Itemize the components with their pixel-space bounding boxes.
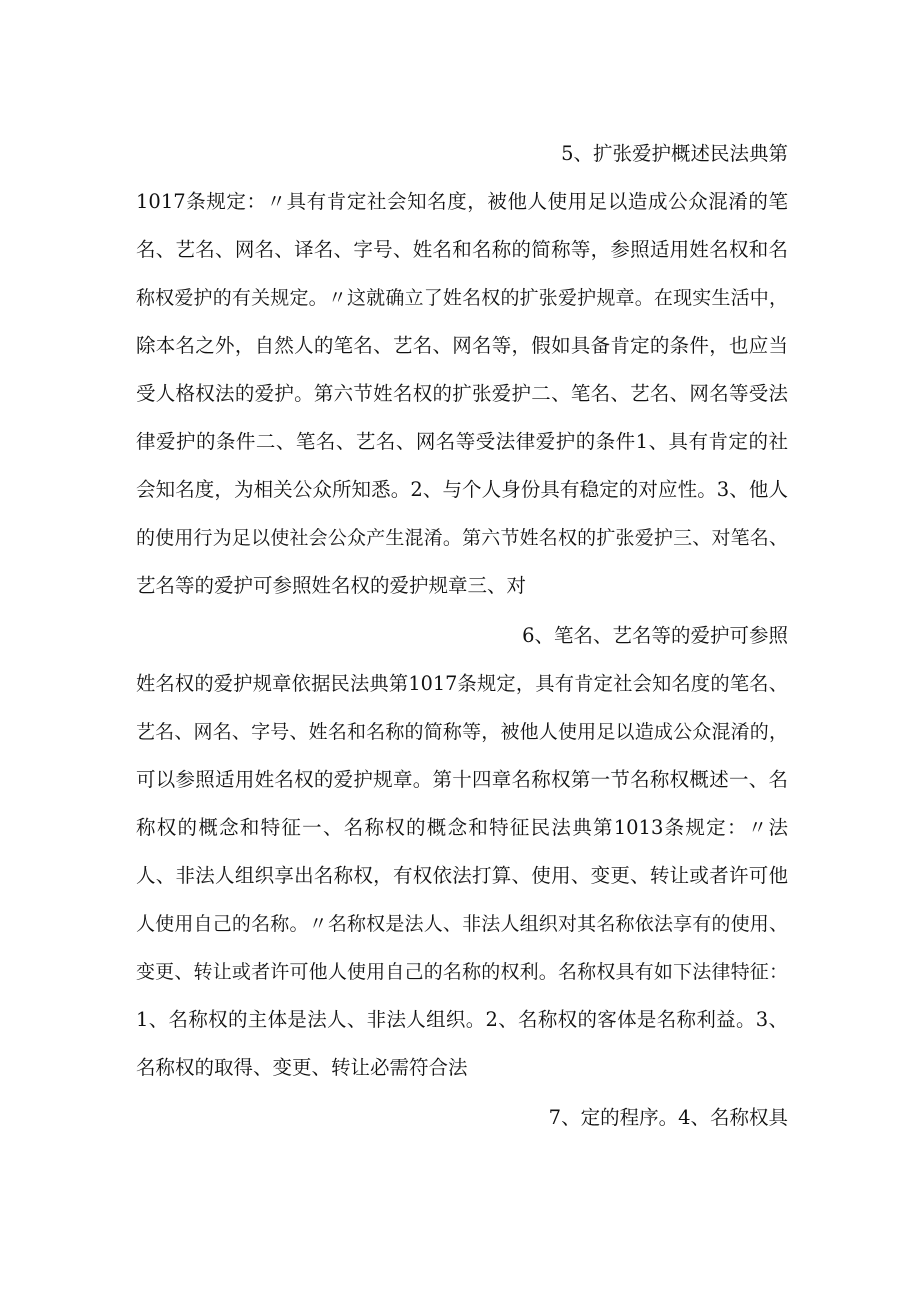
paragraph-heading-5: 5、扩张爱护概述民法典第 bbox=[561, 142, 788, 165]
text-line: 1、名称权的主体是法人、非法人组织。2、名称权的客体是名称利益。3、 bbox=[136, 1008, 788, 1031]
text-line: 姓名权的爱护规章依据民法典第1017条规定，具有肯定社会知名度的笔名、 bbox=[136, 672, 788, 695]
paragraph-heading-7: 7、定的程序。4、名称权具 bbox=[548, 1106, 788, 1129]
text-line: 称权爱护的有关规定。〃这就确立了姓名权的扩张爱护规章。在现实生活中， bbox=[136, 287, 788, 309]
text-line: 变更、转让或者许可他人使用自己的名称的权利。名称权具有如下法律特征： bbox=[136, 961, 788, 983]
text-line: 艺名、网名、字号、姓名和名称的简称等，被他人使用足以造成公众混淆的， bbox=[136, 721, 788, 743]
text-line: 受人格权法的爱护。第六节姓名权的扩张爱护二、笔名、艺名、网名等受法 bbox=[136, 382, 788, 405]
text-line: 1017条规定：〃具有肯定社会知名度，被他人使用足以造成公众混淆的笔 bbox=[136, 190, 788, 213]
text-line: 名称权的取得、变更、转让必需符合法 bbox=[136, 1056, 468, 1079]
text-line: 律爱护的条件二、笔名、艺名、网名等受法律爱护的条件1、具有肯定的社 bbox=[136, 430, 788, 453]
text-line: 人使用自己的名称。〃名称权是法人、非法人组织对其名称依法享有的使用、 bbox=[136, 913, 788, 935]
paragraph-heading-6: 6、笔名、艺名等的爱护可参照 bbox=[522, 624, 788, 647]
paragraph-block-2 bbox=[136, 612, 788, 1092]
text-line: 的使用行为足以使社会公众产生混淆。第六节姓名权的扩张爱护三、对笔名、 bbox=[136, 527, 788, 549]
paragraph-block-3 bbox=[136, 1094, 788, 1142]
text-line: 可以参照适用姓名权的爱护规章。第十四章名称权第一节名称权概述一、名 bbox=[136, 768, 788, 791]
text-line: 会知名度，为相关公众所知悉。2、与个人身份具有稳定的对应性。3、他人 bbox=[136, 478, 788, 501]
text-line: 称权的概念和特征一、名称权的概念和特征民法典第1013条规定：〃法 bbox=[136, 816, 788, 839]
text-line: 艺名等的爱护可参照姓名权的爱护规章三、对 bbox=[136, 574, 527, 597]
paragraph-block-1 bbox=[136, 130, 788, 610]
text-line: 名、艺名、网名、译名、字号、姓名和名称的简称等，参照适用姓名权和名 bbox=[136, 238, 788, 261]
text-line: 人、非法人组织享出名称权，有权依法打算、使用、变更、转让或者许可他 bbox=[136, 864, 788, 887]
text-line: 除本名之外，自然人的笔名、艺名、网名等，假如具备肯定的条件，也应当 bbox=[136, 334, 788, 357]
